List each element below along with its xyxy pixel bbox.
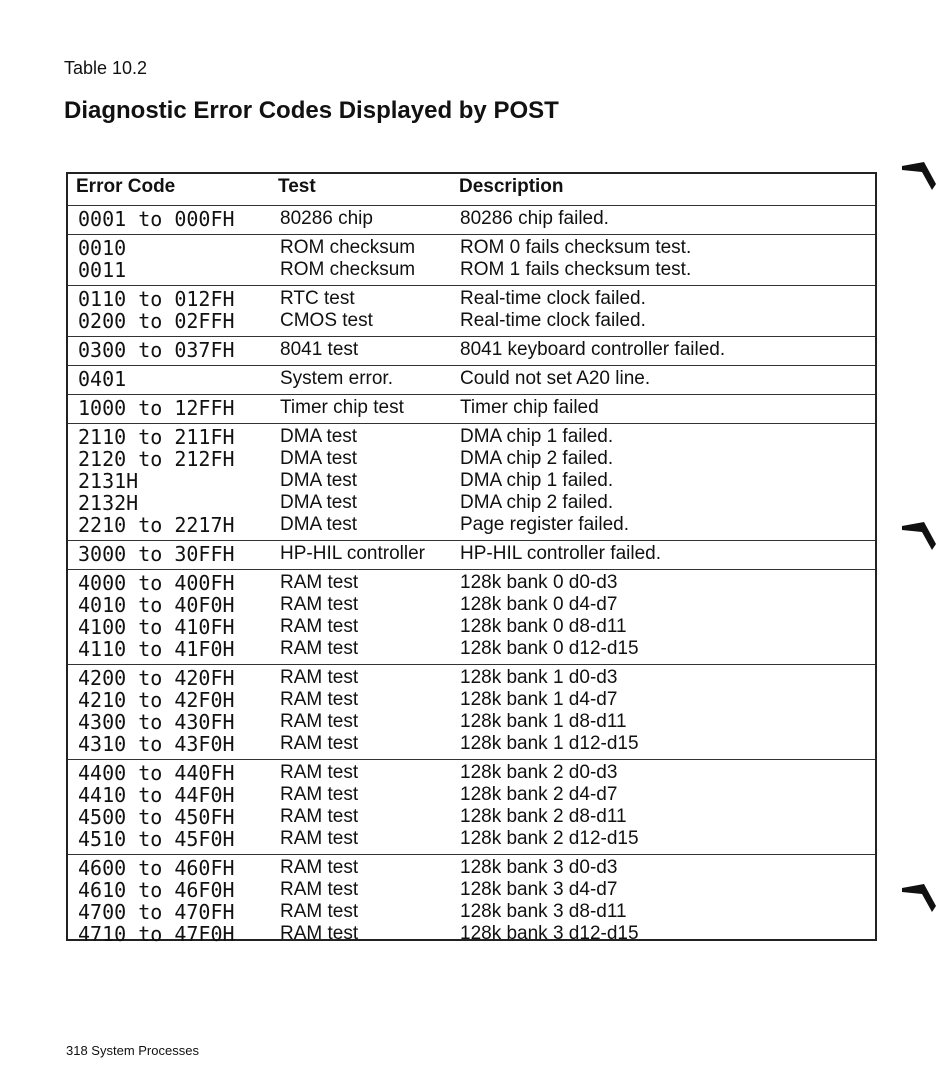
description-cell: 128k bank 3 d0-d3 [460,857,618,878]
test-cell: RAM test [280,828,359,849]
error-code-cell: 4110 to 41F0H [78,637,235,661]
table-row [68,806,875,828]
test-cell: Timer chip test [280,397,404,418]
description-cell: 128k bank 2 d0-d3 [460,762,618,783]
test-cell: RAM test [280,711,359,732]
error-code-cell: 4710 to 47F0H [78,922,235,946]
table-row [68,339,875,361]
test-cell: RAM test [280,784,359,805]
description-cell: 128k bank 0 d12-d15 [460,638,639,659]
row-group [68,570,875,665]
test-cell: DMA test [280,514,358,535]
table-row [68,397,875,419]
test-cell: 80286 chip [280,208,373,229]
row-group [68,235,875,286]
test-cell: RAM test [280,572,359,593]
test-cell: ROM checksum [280,237,416,258]
test-cell: RAM test [280,733,359,754]
margin-tab-mark [902,162,938,190]
description-cell: 128k bank 3 d4-d7 [460,879,618,900]
test-cell: RAM test [280,879,359,900]
error-code-cell: 0010 [78,236,127,260]
error-code-table [66,172,877,946]
description-cell: 128k bank 1 d8-d11 [460,711,627,732]
table-row [68,572,875,594]
table-row [68,689,875,711]
description-cell: DMA chip 2 failed. [460,448,614,469]
margin-tab-mark [902,884,938,912]
description-cell: 128k bank 2 d4-d7 [460,784,618,805]
description-cell: DMA chip 1 failed. [460,426,614,447]
description-cell: 128k bank 1 d12-d15 [460,733,639,754]
error-code-cell: 0110 to 012FH [78,287,235,311]
error-code-cell: 4010 to 40F0H [78,593,235,617]
description-cell: Timer chip failed [460,397,599,418]
description-cell: 128k bank 3 d12-d15 [460,923,639,944]
table-row [68,762,875,784]
test-cell: RAM test [280,901,359,922]
error-code-cell: 0200 to 02FFH [78,309,235,333]
error-code-cell: 4000 to 400FH [78,571,235,595]
row-group [68,541,875,570]
error-code-cell: 0011 [78,258,127,282]
row-group [68,286,875,337]
error-code-cell: 1000 to 12FFH [78,396,235,420]
test-cell: 8041 test [280,339,359,360]
test-cell: RAM test [280,638,359,659]
table-row [68,711,875,733]
test-cell: RTC test [280,288,355,309]
table-row [68,368,875,390]
error-code-cell: 4300 to 430FH [78,710,235,734]
margin-tab-mark [902,522,938,550]
error-code-cell: 0001 to 000FH [78,207,235,231]
description-cell: 128k bank 2 d12-d15 [460,828,639,849]
table-row [68,733,875,755]
error-code-cell: 2131H [78,469,139,493]
test-cell: ROM checksum [280,259,416,280]
error-code-cell: 0401 [78,367,127,391]
description-cell: 128k bank 1 d4-d7 [460,689,618,710]
description-cell: ROM 1 fails checksum test. [460,259,692,280]
table-row [68,616,875,638]
error-code-cell: 2120 to 212FH [78,447,235,471]
test-cell: DMA test [280,470,358,491]
row-group [68,395,875,424]
table-title: Diagnostic Error Codes Displayed by POST [64,97,559,124]
table-row [68,594,875,616]
description-cell: 128k bank 3 d8-d11 [460,901,627,922]
header-error-code: Error Code [76,176,176,197]
error-code-cell: 4600 to 460FH [78,856,235,880]
error-code-cell: 4100 to 410FH [78,615,235,639]
error-code-cell: 0300 to 037FH [78,338,235,362]
table-row [68,784,875,806]
table-row [68,543,875,565]
test-cell: RAM test [280,857,359,878]
error-code-cell: 2210 to 2217H [78,513,235,537]
description-cell: HP-HIL controller failed. [460,543,661,564]
description-cell: DMA chip 1 failed. [460,470,614,491]
error-code-cell: 3000 to 30FFH [78,542,235,566]
table-row [68,667,875,689]
error-code-cell: 4500 to 450FH [78,805,235,829]
table-row [68,288,875,310]
table-row [68,448,875,470]
test-cell: RAM test [280,923,359,944]
error-code-cell: 4510 to 45F0H [78,827,235,851]
description-cell: ROM 0 fails checksum test. [460,237,692,258]
test-cell: DMA test [280,426,358,447]
test-cell: HP-HIL controller [280,543,426,564]
test-cell: RAM test [280,806,359,827]
row-group [68,366,875,395]
test-cell: DMA test [280,448,358,469]
test-cell: RAM test [280,594,359,615]
table-row [68,638,875,660]
row-group [68,665,875,760]
description-cell: Page register failed. [460,514,629,535]
description-cell: DMA chip 2 failed. [460,492,614,513]
table-row [68,828,875,850]
description-cell: 80286 chip failed. [460,208,609,229]
table-row [68,857,875,879]
description-cell: 128k bank 1 d0-d3 [460,667,618,688]
description-cell: 128k bank 0 d8-d11 [460,616,627,637]
error-code-cell: 2132H [78,491,139,515]
table-row [68,237,875,259]
test-cell: System error. [280,368,393,389]
error-code-cell: 2110 to 211FH [78,425,235,449]
error-code-cell: 4310 to 43F0H [78,732,235,756]
table-row [68,923,875,945]
test-cell: RAM test [280,689,359,710]
row-group [68,760,875,855]
description-cell: Real-time clock failed. [460,310,646,331]
error-code-cell: 4700 to 470FH [78,900,235,924]
error-code-cell: 4400 to 440FH [78,761,235,785]
table-row [68,470,875,492]
error-code-cell: 4210 to 42F0H [78,688,235,712]
test-cell: CMOS test [280,310,373,331]
test-cell: RAM test [280,616,359,637]
row-group [68,424,875,541]
header-test: Test [278,176,316,197]
test-cell: RAM test [280,762,359,783]
description-cell: 128k bank 0 d0-d3 [460,572,618,593]
description-cell: 128k bank 0 d4-d7 [460,594,618,615]
error-code-cell: 4410 to 44F0H [78,783,235,807]
row-group [68,206,875,235]
row-group [68,337,875,366]
row-group [68,855,875,950]
table-row [68,259,875,281]
table-row [68,879,875,901]
description-cell: 8041 keyboard controller failed. [460,339,726,360]
error-code-cell: 4200 to 420FH [78,666,235,690]
table-row [68,492,875,514]
table-row [68,901,875,923]
description-cell: 128k bank 2 d8-d11 [460,806,627,827]
test-cell: RAM test [280,667,359,688]
header-description: Description [459,176,564,197]
page-footer: 318 System Processes [66,1043,199,1058]
description-cell: Real-time clock failed. [460,288,646,309]
test-cell: DMA test [280,492,358,513]
description-cell: Could not set A20 line. [460,368,651,389]
table-header [68,174,875,206]
table-row [68,514,875,536]
error-code-cell: 4610 to 46F0H [78,878,235,902]
table-row [68,310,875,332]
table-row [68,208,875,230]
table-number: Table 10.2 [64,58,148,78]
table-row [68,426,875,448]
